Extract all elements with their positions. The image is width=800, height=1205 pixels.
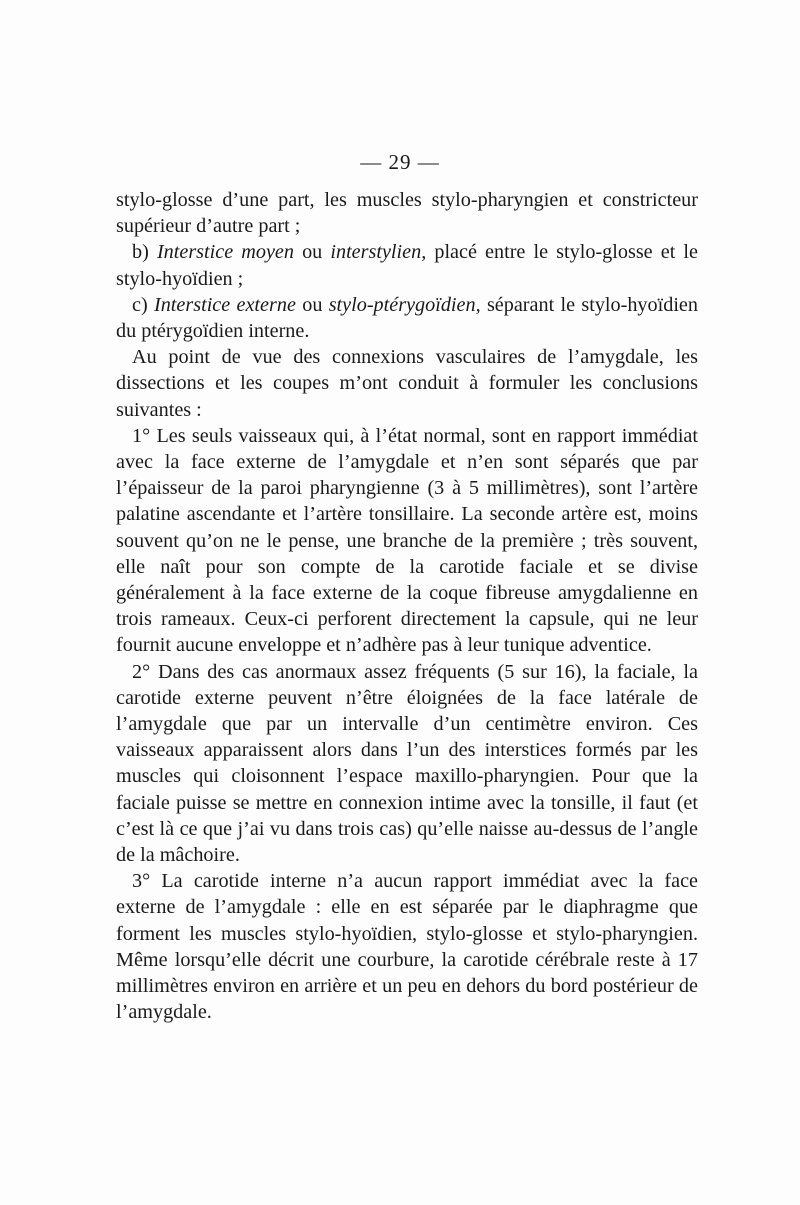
paragraph-6: 2° Dans des cas anormaux assez fréquents (5 sur 16), la faciale, la carotide externe peuvent n’être éloignées de la face latérale de l’amygdale que par un intervalle d’un centimètre environ. Ces vaisseaux apparaissent alors dans l’un des interstices formés par les muscles qui cloisonnent l’espace maxillo-pharyngien. Pour que la faciale puisse se mettre en connexion intime avec la tonsille, il faut (et c’est là ce que j’ai vu dans trois cas) qu’elle naisse au-dessus de l’angle de la mâchoire. (116, 660, 698, 867)
body-text (116, 187, 698, 1026)
paragraph-2 (116, 239, 698, 291)
term-interstice-externe: Interstice externe (153, 293, 296, 316)
paragraph-7: 3° La carotide interne n’a aucun rapport immédiat avec la face externe de l’amygdale : elle en est séparée par le diaphragme que forment les muscles stylo-hyoïdien, stylo-glosse et stylo-pharyngien. Même lorsqu’elle décrit une courbure, la carotide cérébrale reste à 17 millimètres environ en arrière et un peu en dehors du bord postérieur de l’amygdale. (116, 870, 698, 1024)
item-label-c: c) (132, 293, 154, 316)
paragraph-1: stylo-glosse d’une part, les muscles stylo-pharyngien et constricteur supérieur d’autre part ; (116, 189, 698, 238)
paragraph-2-rest: placé entre le stylo-glosse et le stylo-hyoïdien ; (116, 241, 698, 290)
paragraph-3 (116, 292, 698, 344)
paragraph-4: Au point de vue des connexions vasculaires de l’amygdale, les dissections et les coupes m’ont conduit à formuler les conclusions suivantes : (116, 346, 698, 421)
connector-ou: ou (293, 241, 331, 264)
term-stylo-pterygoidien: stylo-ptérygoïdien, (328, 293, 481, 316)
paragraph-3-rest: séparant le stylo-hyoïdien du ptérygoïdien interne. (116, 293, 698, 343)
connector-ou: ou (295, 293, 329, 316)
paragraph-5: 1° Les seuls vaisseaux qui, à l’état normal, sont en rapport immédiat avec la face externe de l’amygdale et n’en sont séparés que par l’épaisseur de la paroi pharyngienne (3 à 5 millimètres), sont l’artère palatine ascendante et l’artère tonsillaire. La seconde artère est, moins souvent qu’on ne le pense, une branche de la première ; très souvent, elle naît pour son compte de la carotide faciale et se divise généralement à la face externe de la coque fibreuse amygdalienne en trois rameaux. Ceux-ci perforent directement la capsule, qui ne leur fournit aucune enveloppe et n’adhère pas à leur tunique adventice. (116, 424, 698, 657)
term-interstice-moyen: Interstice moyen (156, 241, 294, 264)
item-label-b: b) (132, 241, 157, 264)
term-interstylien: interstylien, (330, 241, 427, 264)
page-number: — 29 — (360, 150, 440, 174)
